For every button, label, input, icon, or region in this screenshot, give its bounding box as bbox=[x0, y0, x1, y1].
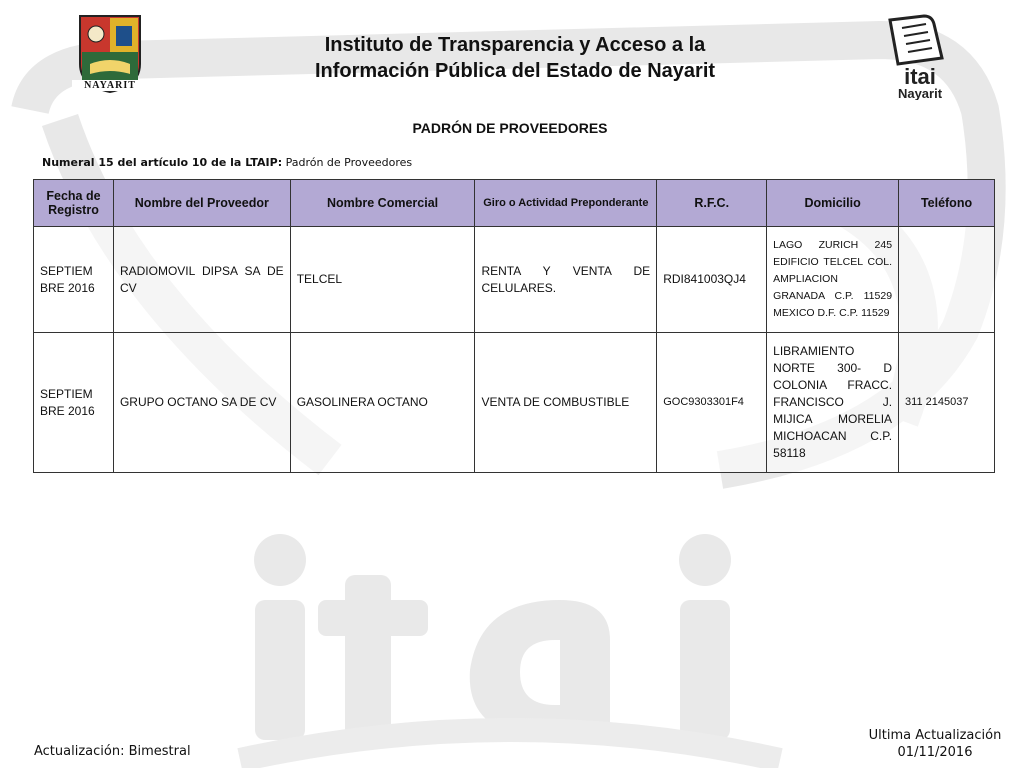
title-line-1: Instituto de Transparencia y Acceso a la bbox=[324, 34, 706, 56]
header-giro: Giro o Actividad Preponderante bbox=[475, 180, 657, 227]
header-telefono: Teléfono bbox=[899, 180, 995, 227]
cell-nombre: RADIOMOVIL DIPSA SA DE CV bbox=[113, 227, 290, 333]
cell-rfc: GOC9303301F4 bbox=[657, 333, 767, 473]
page-title bbox=[250, 32, 780, 84]
cell-giro: RENTA Y VENTA DE CELULARES. bbox=[475, 227, 657, 333]
numeral-reference bbox=[42, 156, 412, 169]
itai-logo-icon bbox=[880, 14, 960, 100]
table-header-row bbox=[34, 180, 995, 227]
providers-table bbox=[33, 179, 995, 473]
header-domicilio: Domicilio bbox=[767, 180, 899, 227]
header-nombre: Nombre del Proveedor bbox=[113, 180, 290, 227]
header-fecha: Fecha de Registro bbox=[34, 180, 114, 227]
cell-telefono: 311 2145037 bbox=[899, 333, 995, 473]
itai-logo-text: itai bbox=[904, 64, 936, 89]
numeral-text: Padrón de Proveedores bbox=[282, 156, 413, 169]
title-line-2: Información Pública del Estado de Nayarit bbox=[314, 60, 716, 82]
cell-domicilio: LAGO ZURICH 245 EDIFICIO TELCEL COL. AMPLIACION GRANADA C.P. 11529 MEXICO D.F. C.P. 11529 bbox=[767, 227, 899, 333]
last-update bbox=[860, 727, 1010, 761]
itai-logo-subtext: Nayarit bbox=[897, 86, 943, 100]
nayarit-logo-label: NAYARIT bbox=[72, 80, 148, 91]
cell-telefono bbox=[899, 227, 995, 333]
header-comercial: Nombre Comercial bbox=[290, 180, 475, 227]
last-update-date: 01/11/2016 bbox=[897, 745, 973, 760]
table-row bbox=[34, 227, 995, 333]
cell-fecha: SEPTIEM BRE 2016 bbox=[34, 333, 114, 473]
header-rfc: R.F.C. bbox=[657, 180, 767, 227]
cell-comercial: GASOLINERA OCTANO bbox=[290, 333, 475, 473]
cell-giro: VENTA DE COMBUSTIBLE bbox=[475, 333, 657, 473]
numeral-bold: Numeral 15 del artículo 10 de la LTAIP: bbox=[42, 156, 283, 169]
table-row bbox=[34, 333, 995, 473]
cell-domicilio: LIBRAMIENTO NORTE 300- D COLONIA FRACC. FRANCISCO J. MIJICA MORELIA MICHOACAN C.P. 58118 bbox=[767, 333, 899, 473]
cell-fecha: SEPTIEM BRE 2016 bbox=[34, 227, 114, 333]
cell-comercial: TELCEL bbox=[290, 227, 475, 333]
last-update-label: Ultima Actualización bbox=[868, 728, 1002, 743]
cell-nombre: GRUPO OCTANO SA DE CV bbox=[113, 333, 290, 473]
section-title: PADRÓN DE PROVEEDORES bbox=[412, 120, 608, 136]
cell-rfc: RDI841003QJ4 bbox=[657, 227, 767, 333]
update-frequency: Actualización: Bimestral bbox=[34, 744, 191, 759]
